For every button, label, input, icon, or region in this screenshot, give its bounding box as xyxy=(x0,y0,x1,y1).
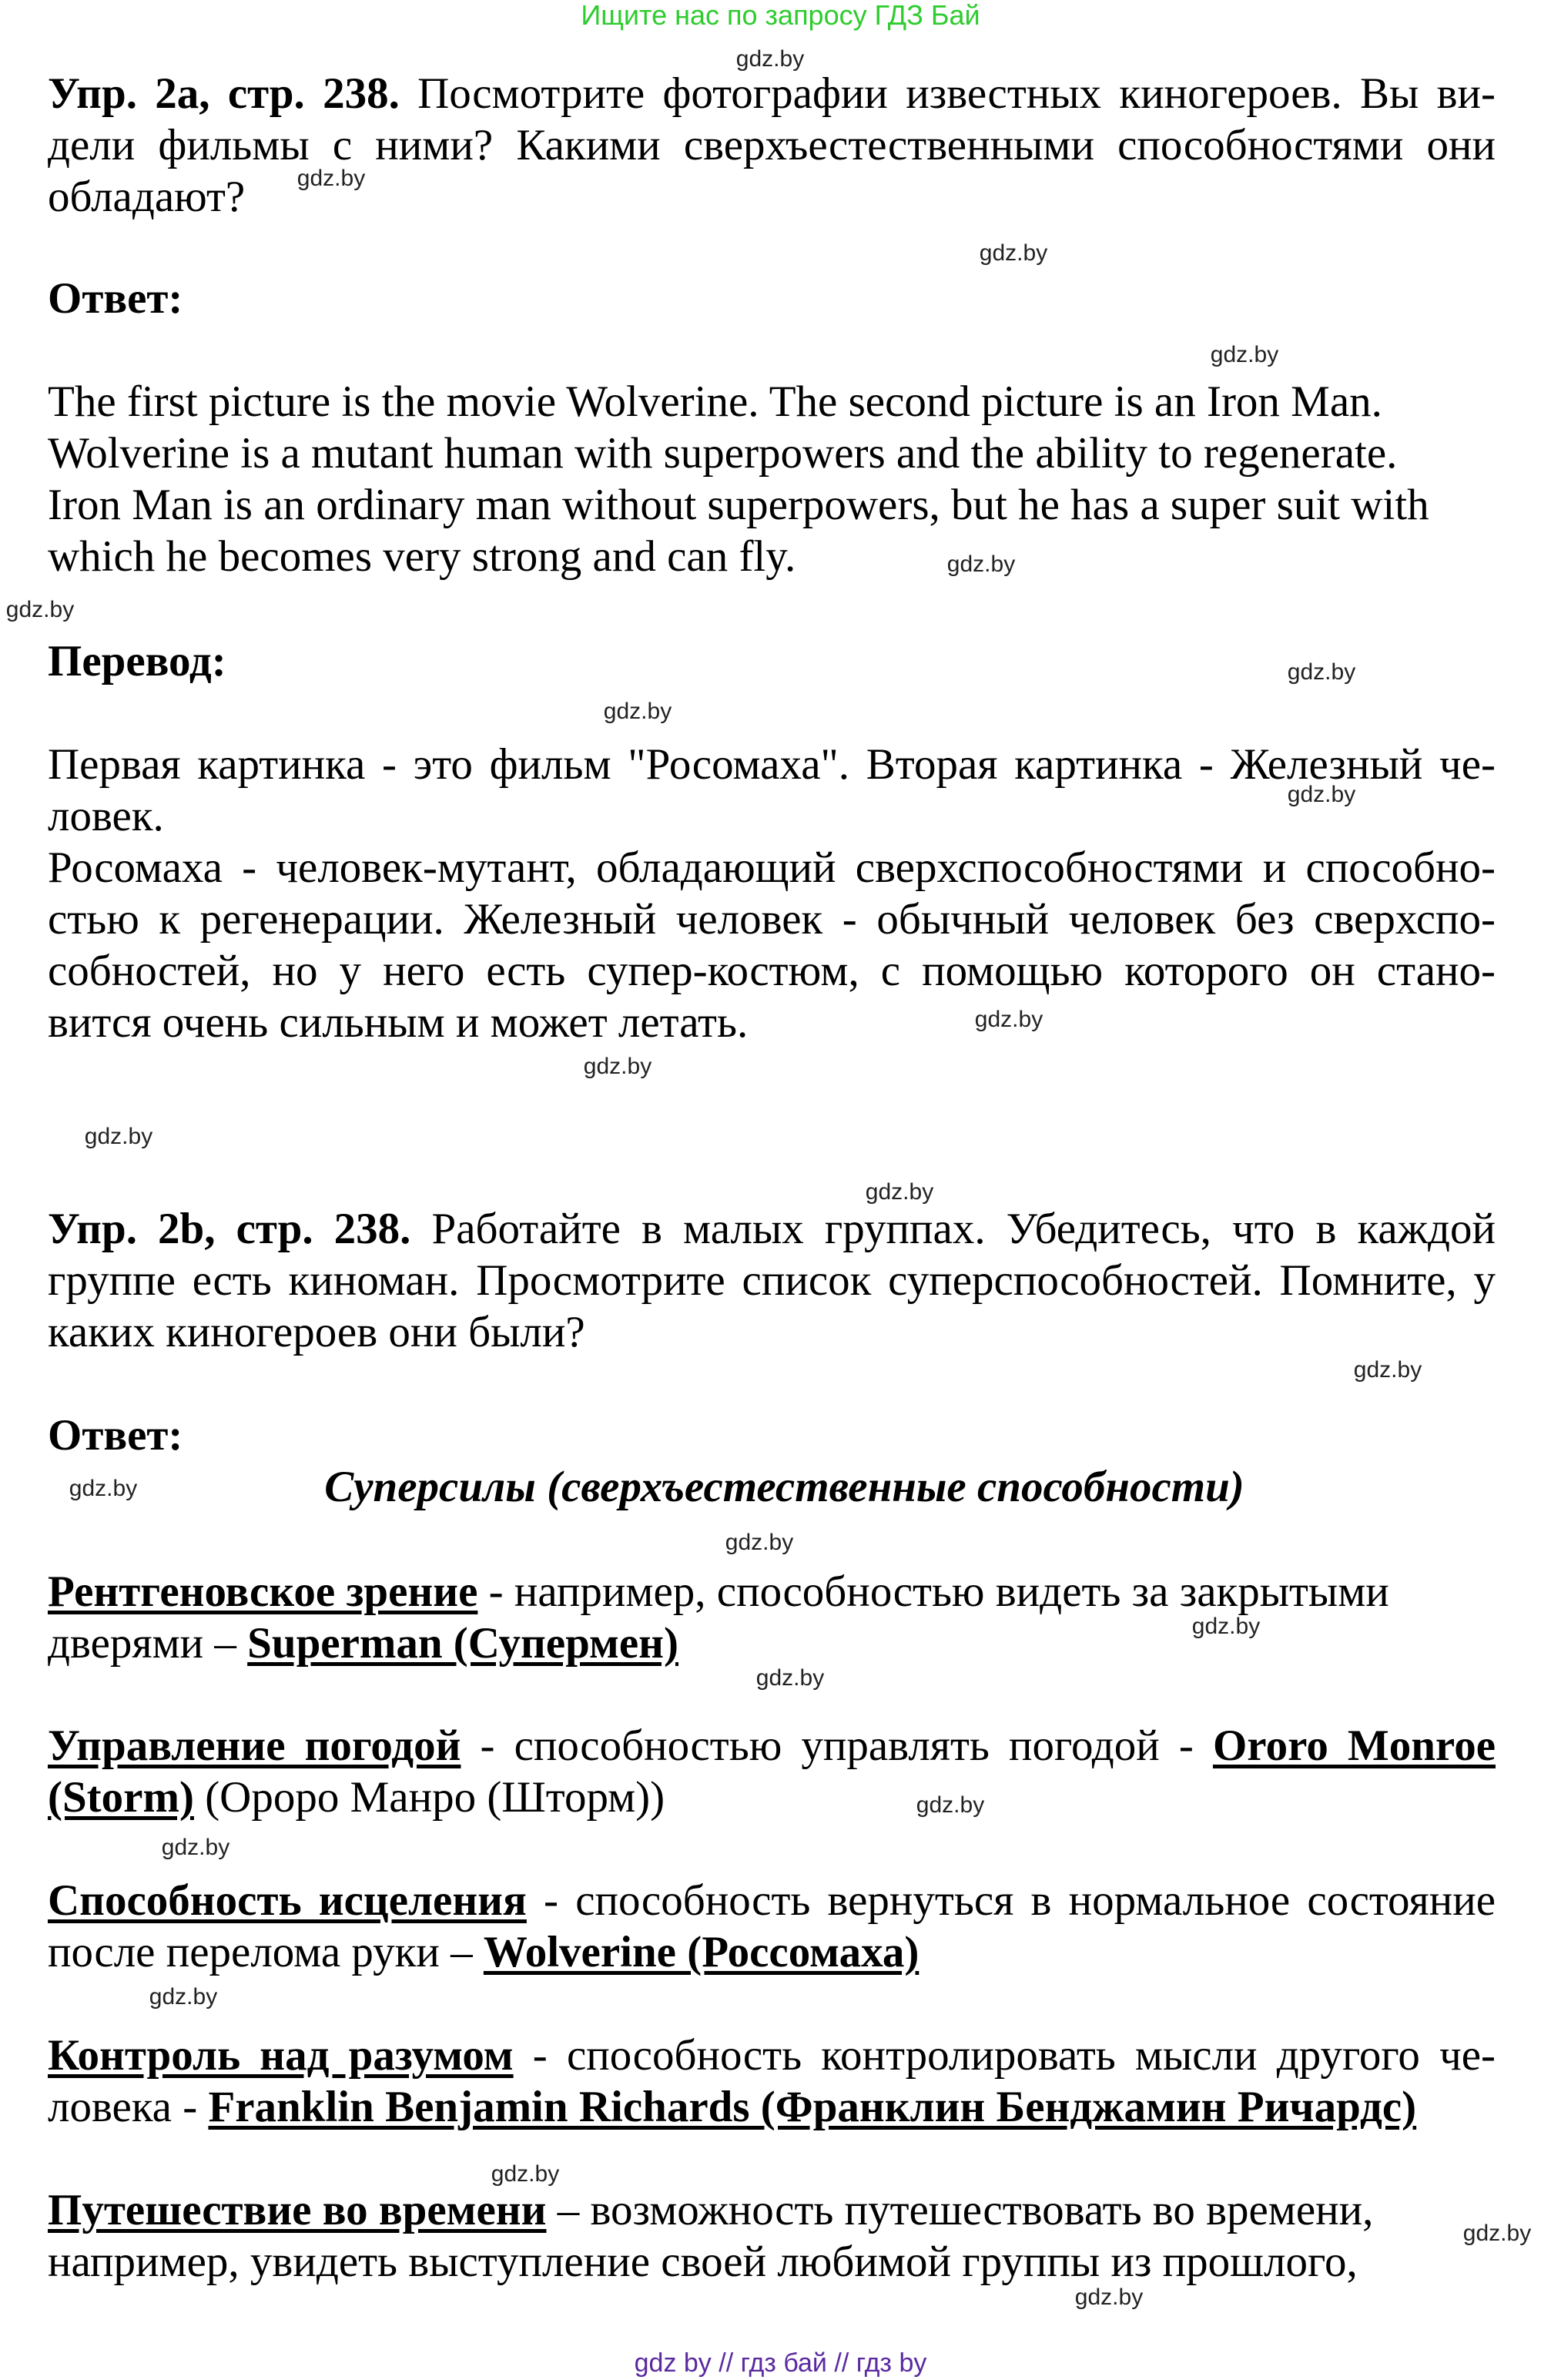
answer-text-line xyxy=(48,479,1429,531)
text-segment: группе есть киноман. Просмотрите список суперспособностей. Помните, у xyxy=(48,1255,1496,1305)
bold-label: Упр. 2а, стр. 238. xyxy=(48,69,400,119)
watermark: gdz.by xyxy=(1353,1356,1422,1383)
watermark: gdz.by xyxy=(916,1792,985,1819)
translation-text-line xyxy=(48,945,1496,997)
underlined-term: Superman (Супермен) xyxy=(247,1618,678,1668)
exercise-2a-task-line xyxy=(48,171,245,223)
translation-label xyxy=(48,635,226,688)
superpowers-heading xyxy=(0,1461,1561,1513)
watermark: gdz.by xyxy=(149,1983,218,2010)
text-segment: Росомаха - человек-мутант, обладающий сверхспособностями и способно- xyxy=(48,843,1496,892)
text-segment: - способность контролировать мысли другого че- xyxy=(513,2031,1496,2080)
watermark: gdz.by xyxy=(725,1530,794,1556)
superpower-item-line xyxy=(48,1617,678,1670)
text-segment: вится очень сильным и может летать. xyxy=(48,997,749,1047)
superpower-item-line xyxy=(48,1875,1496,1927)
superpower-item-line xyxy=(48,1720,1496,1772)
watermark: gdz.by xyxy=(946,551,1016,577)
text-segment: каких киногероев они были? xyxy=(48,1307,585,1356)
watermark: gdz.by xyxy=(296,166,366,192)
footer-links[interactable]: gdz by // гдз бай // гдз by xyxy=(634,2348,927,2378)
bold-label: Перевод: xyxy=(48,636,226,686)
answer-text-line xyxy=(48,427,1397,480)
text-segment: после перелома руки – xyxy=(48,1928,484,1977)
text-segment: Iron Man is an ordinary man without superpowers, but he has a super suit with xyxy=(48,481,1429,529)
underlined-term: Рентгеновское зрение xyxy=(48,1567,478,1616)
text-segment: дверями – xyxy=(48,1618,248,1668)
text-segment: (Ороро Манро (Шторм)) xyxy=(193,1773,665,1822)
translation-text-line xyxy=(48,997,748,1049)
text-segment: - например, способностью видеть за закрытыми xyxy=(477,1567,1389,1616)
bold-label: Упр. 2b, стр. 238. xyxy=(48,1204,411,1253)
underlined-term: (Storm) xyxy=(48,1773,194,1822)
watermark: gdz.by xyxy=(491,2161,560,2187)
superpower-item-line xyxy=(48,2030,1496,2082)
text-segment: Wolverine is a mutant human with superpowers and the ability to regenerate. xyxy=(48,429,1398,478)
watermark: gdz.by xyxy=(1191,1613,1261,1639)
underlined-term: Wolverine (Россомаха) xyxy=(483,1928,920,1977)
exercise-2b-task-line xyxy=(48,1255,1496,1307)
watermark: gdz.by xyxy=(5,596,75,622)
watermark: gdz.by xyxy=(84,1123,153,1149)
exercise-2b-task-line xyxy=(48,1203,1496,1255)
text-segment: Посмотрите фотографии известных киногероев. Вы ви- xyxy=(399,69,1496,119)
answer-text-line xyxy=(48,531,796,583)
watermark: gdz.by xyxy=(1210,341,1279,367)
underlined-term: Ororo Monroe xyxy=(1212,1721,1496,1771)
text-segment: ловек. xyxy=(48,791,164,840)
superpower-item-line xyxy=(48,1772,665,1824)
answer-label xyxy=(48,273,183,325)
watermark: gdz.by xyxy=(1462,2220,1532,2246)
search-banner[interactable]: Ищите нас по запросу ГДЗ Бай xyxy=(581,0,980,31)
translation-text-line xyxy=(48,790,164,843)
exercise-2b-task-line xyxy=(48,1306,585,1359)
superpower-item-line xyxy=(48,2184,1373,2237)
superpower-item-line xyxy=(48,2081,1416,2134)
watermark: gdz.by xyxy=(1287,782,1356,808)
underlined-term: Управление погодой xyxy=(48,1721,461,1771)
exercise-2a-task-line xyxy=(48,68,1496,120)
superpower-item-line xyxy=(48,1926,919,1979)
text-segment: например, увидеть выступление своей любимой группы из прошлого, xyxy=(48,2238,1358,2287)
superpower-item-line xyxy=(48,2236,1358,2288)
text-segment: The first picture is the movie Wolverine. The second picture is an Iron Man. xyxy=(48,377,1382,427)
text-segment: - способность вернуться в нормальное состояние xyxy=(526,1876,1496,1926)
text-segment: Первая картинка - это фильм "Росомаха". Вторая картинка - Железный че- xyxy=(48,739,1496,789)
text-segment: Работайте в малых группах. Убедитесь, что в каждой xyxy=(410,1204,1496,1253)
answer-text-line xyxy=(48,376,1382,428)
answer-label xyxy=(48,1410,183,1462)
exercise-2a-task-line xyxy=(48,119,1496,172)
translation-text-line xyxy=(48,842,1496,894)
text-segment: стью к регенерации. Железный человек - обычный человек без сверхспо- xyxy=(48,894,1496,944)
bold-label: Ответ: xyxy=(48,274,183,323)
text-segment: ловека - xyxy=(48,2083,209,2132)
watermark: gdz.by xyxy=(979,240,1048,266)
text-segment: Суперсилы (сверхъестественные способности) xyxy=(324,1462,1244,1511)
translation-text-line xyxy=(48,893,1496,946)
watermark: gdz.by xyxy=(735,45,805,72)
underlined-term: Контроль над разумом xyxy=(48,2031,514,2080)
underlined-term: Способность исцеления xyxy=(48,1876,527,1926)
watermark: gdz.by xyxy=(1287,659,1356,685)
underlined-term: Franklin Benjamin Richards (Франклин Бенджамин Ричардс) xyxy=(208,2083,1417,2132)
superpower-item-line xyxy=(48,1566,1389,1618)
text-segment: – возможность путешествовать во времени, xyxy=(546,2186,1374,2235)
watermark: gdz.by xyxy=(865,1179,934,1205)
watermark: gdz.by xyxy=(755,1664,825,1691)
watermark: gdz.by xyxy=(161,1835,230,1861)
text-segment: обладают? xyxy=(48,173,246,222)
watermark: gdz.by xyxy=(603,698,672,724)
watermark: gdz.by xyxy=(69,1475,138,1501)
underlined-term: Путешествие во времени xyxy=(48,2186,547,2235)
text-segment: дели фильмы с ними? Какими сверхъестественными способностями они xyxy=(48,121,1496,170)
watermark: gdz.by xyxy=(974,1006,1043,1032)
text-segment: собностей, но у него есть супер-костюм, с помощью которого он стано- xyxy=(48,946,1496,995)
bold-label: Ответ: xyxy=(48,1410,183,1460)
watermark: gdz.by xyxy=(583,1053,652,1079)
watermark: gdz.by xyxy=(1074,2284,1144,2310)
translation-text-line xyxy=(48,739,1496,791)
text-segment: - способностью управлять погодой - xyxy=(461,1721,1213,1771)
text-segment: which he becomes very strong and can fly. xyxy=(48,531,796,581)
